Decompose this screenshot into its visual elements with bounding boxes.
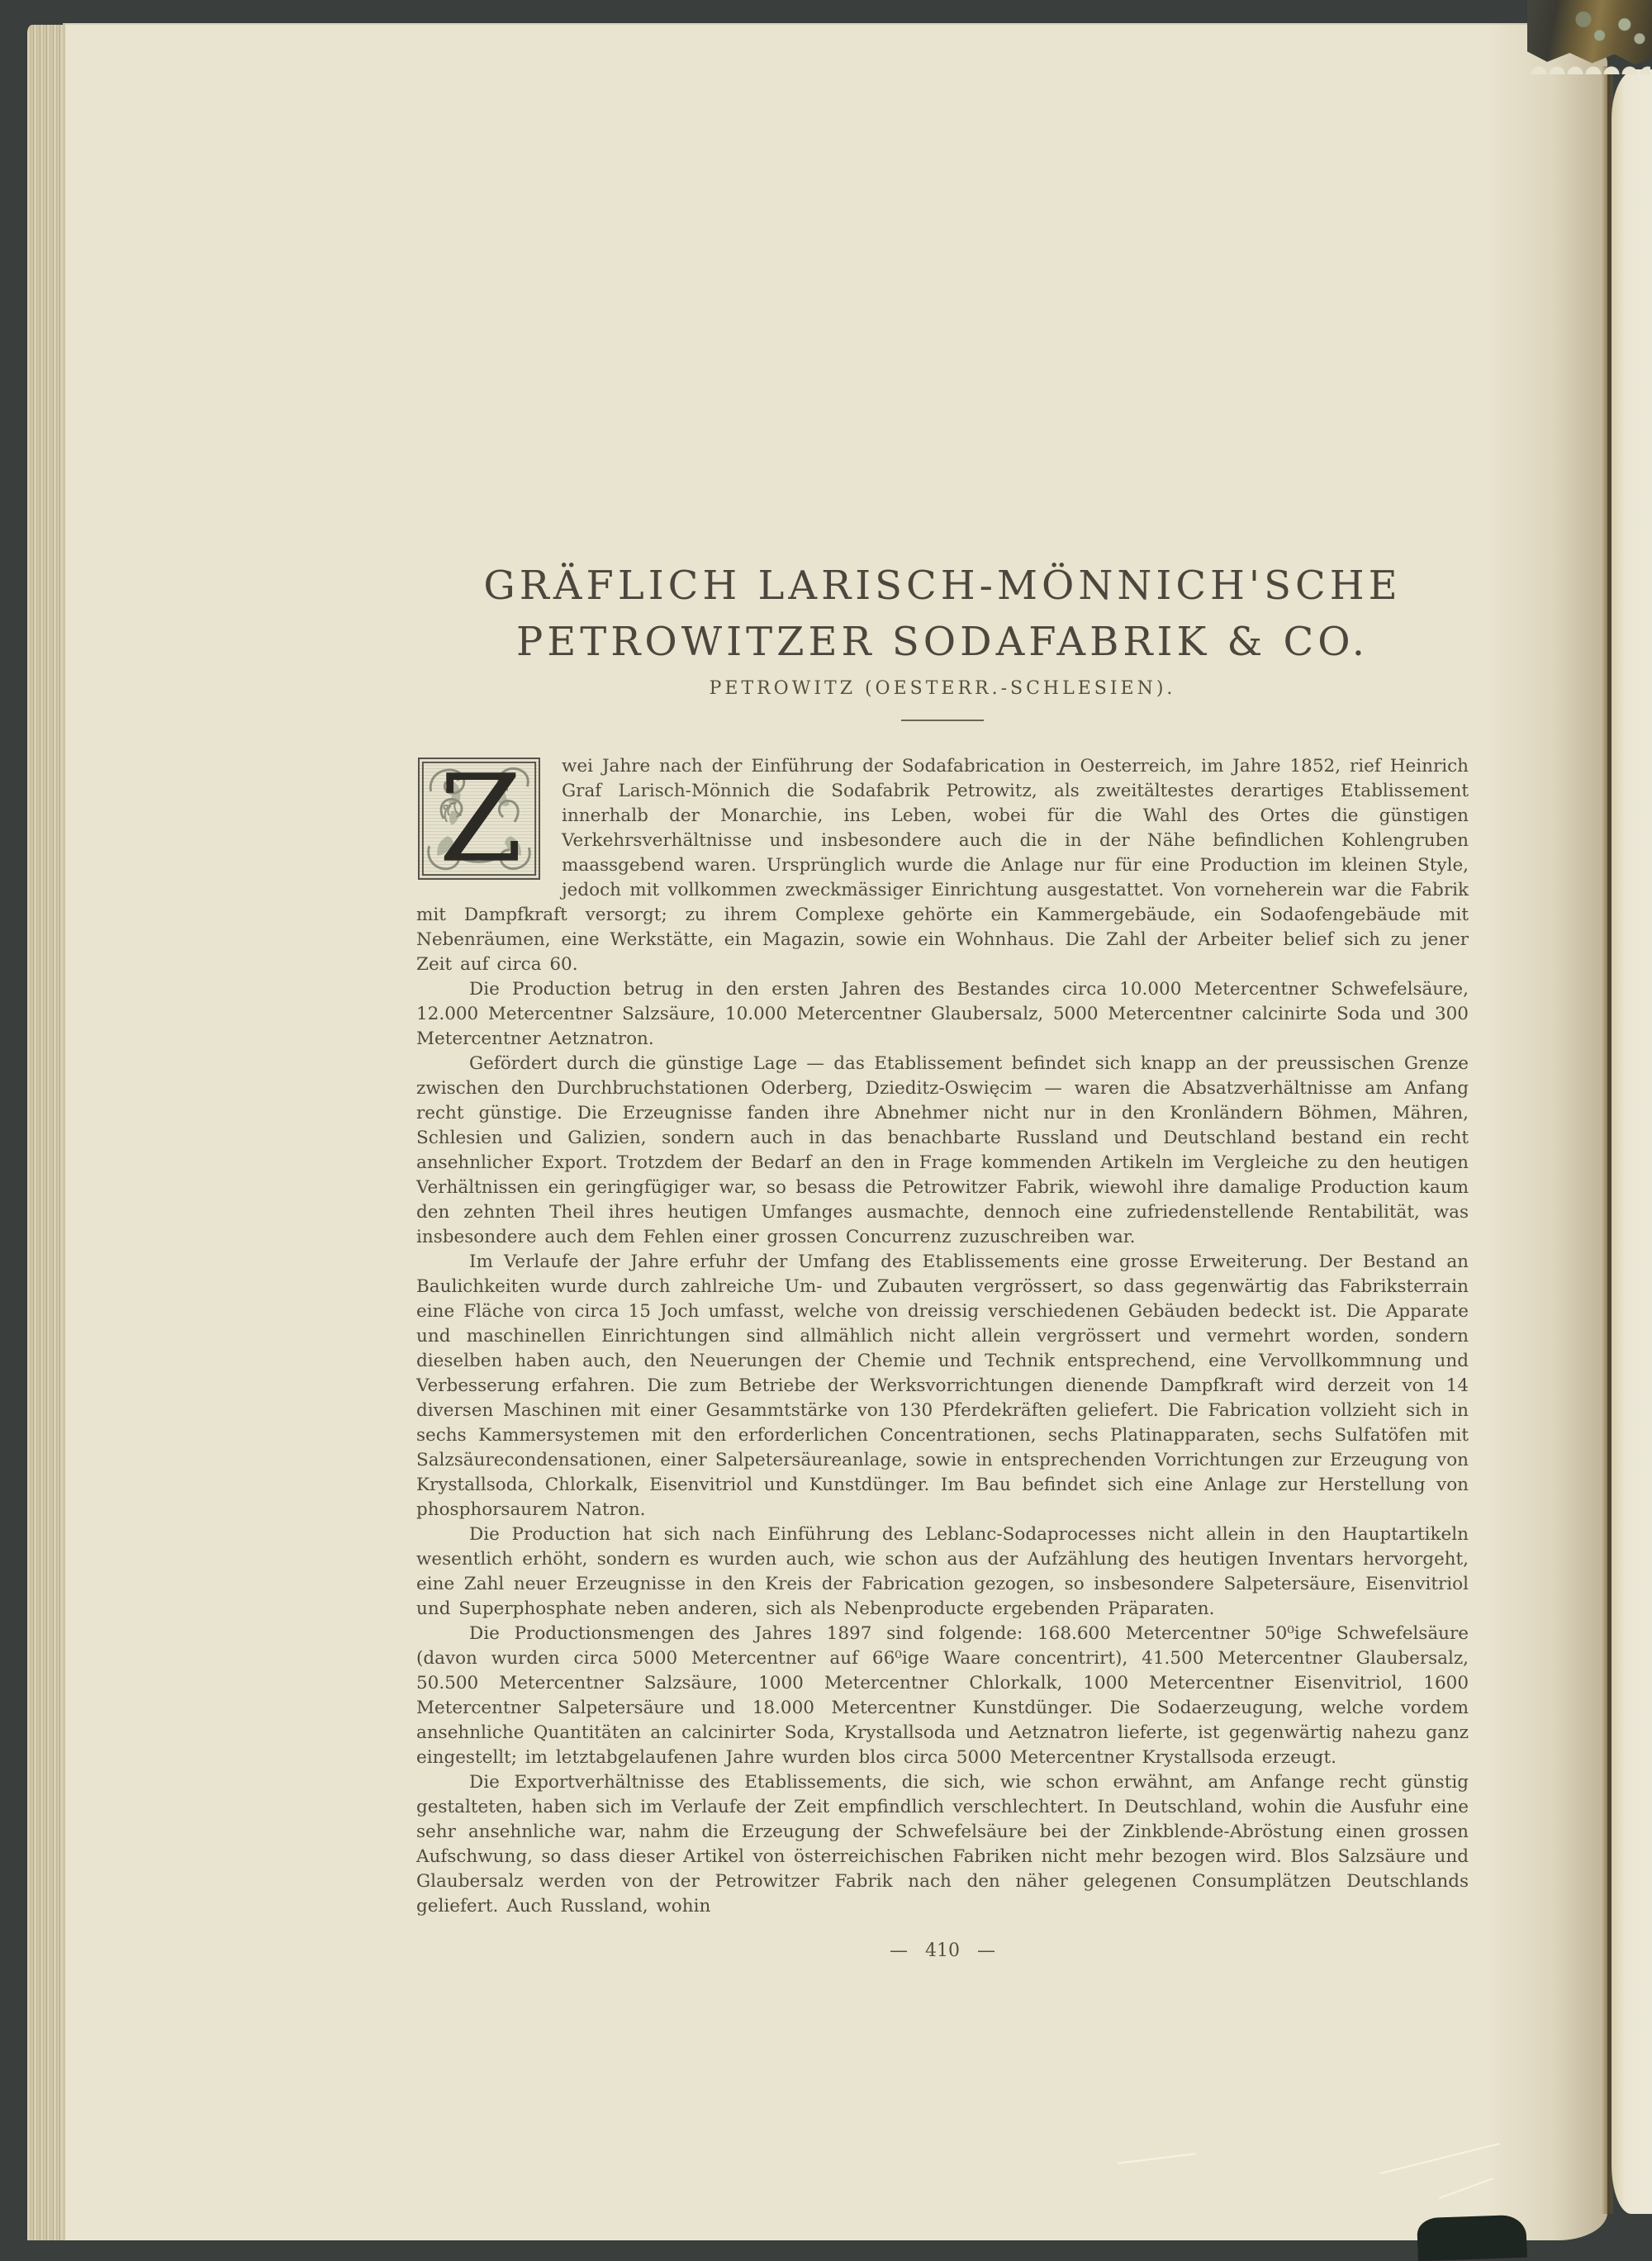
paragraph: Die Productionsmengen des Jahres 1897 sind folgende: 168.600 Metercentner 50⁰ige Schwefelsäure (davon wurden circa 5000 Metercentner auf 66⁰ige Waare concentrirt), 41.500 Metercentner Glaubersalz, 50.500 Metercentner Salzsäure, 1000 Metercentner Chlorkalk, 1000 Metercentner Eisenvitriol, 1600 Metercentner Salpetersäure und 18.000 Metercentner Kunstdünger. Die Sodaerzeugung, welche vordem ansehnliche Quantitäten an calcinirter Soda, Krystallsoda und Aetznatron lieferte, ist gegenwärtig nahezu ganz eingestellt; im letztabgelaufenen Jahre wurden blos circa 5000 Metercentner Krystallsoda erzeugt. xyxy=(416,1623,1469,1768)
page-edge-stack xyxy=(27,25,64,2240)
facing-page-sliver xyxy=(1612,69,1652,2214)
drop-cap xyxy=(418,758,540,880)
paragraph: Die Production hat sich nach Einführung des Leblanc-Sodaprocesses nicht allein in den Hauptartikeln wesentlich erhöht, sondern es wurden auch, wie schon aus der Aufzählung des heutigen Inventars hervorgeht, eine Zahl neuer Erzeugnisse in den Kreis der Fabrication gezogen, so insbesondere Salpetersäure, Eisenvitriol und Superphosphate neben anderen, sich als Nebenproducte ergebenden Präparaten. xyxy=(416,1524,1469,1619)
drop-cap-ornament-icon xyxy=(420,759,539,878)
article-title-line1: GRÄFLICH LARISCH-MÖNNICH'SCHE xyxy=(483,563,1402,609)
page-top-edges xyxy=(1530,55,1650,74)
printed-content xyxy=(416,564,1469,1961)
drop-cap-letter: Z xyxy=(439,759,523,878)
paragraph-text: wei Jahre nach der Einführung der Sodafabrication in Oesterreich, im Jahre 1852, rief Heinrich Graf Larisch-Mönnich die Sodafabrik Petrowitz, als zweitältestes derartiges Etablissement innerhalb der Monarchie, ins Leben, wobei für die Wahl des Ortes die günstigen Verkehrsverhältnisse und insbesondere auch die in der Nähe befindlichen Kohlengruben maassgebend waren. Ursprünglich wurde die Anlage nur für eine Production im kleinen Style, jedoch mit vollkommen zweckmässiger Einrichtung ausgestattet. Von vorneherein war die Fabrik mit Dampfkraft versorgt; zu ihrem Complexe gehörte ein Kammergebäude, ein Sodaofengebäude mit Nebenräumen, eine Werkstätte, ein Magazin, sowie ein Wohnhaus. Die Zahl der Arbeiter belief sich zu jener Zeit auf circa 60. xyxy=(416,756,1469,975)
paragraph xyxy=(416,754,1469,977)
article-body xyxy=(416,754,1469,1919)
title-divider xyxy=(901,720,984,721)
spine-tail xyxy=(1417,2215,1527,2261)
paragraph: Die Exportverhältnisse des Etablissements, die sich, wie schon erwähnt, am Anfange recht günstig gestalteten, haben sich im Verlaufe der Zeit empfindlich verschlechtert. In Deutschland, wohin die Ausfuhr eine sehr ansehnliche war, nahm die Erzeugung der Schwefelsäure bei der Zinkblende-Abröstung einen grossen Aufschwung, so dass dieser Artikel von österreichischen Fabriken nicht mehr bezogen wird. Blos Salzsäure und Glaubersalz werden von der Petrowitzer Fabrik nach den näher gelegenen Consumplätzen Deutschlands geliefert. Auch Russland, wohin xyxy=(416,1772,1469,1917)
book-page xyxy=(63,23,1607,2240)
article-title-line2: PETROWITZER SODAFABRIK & CO. xyxy=(515,619,1370,665)
paragraph: Gefördert durch die günstige Lage — das Etablissement befindet sich knapp an der preussischen Grenze zwischen den Durchbruchstationen Oderberg, Dzieditz-Oswięcim — waren die Absatzverhältnisse am Anfang recht günstige. Die Erzeugnisse fanden ihre Abnehmer nicht nur in den Kronländern Böhmen, Mähren, Schlesien und Galizien, sondern auch in das benachbarte Russland und Deutschland bestand ein recht ansehnlicher Export. Trotzdem der Bedarf an den in Frage kommenden Artikeln im Vergleiche zu den heutigen Verhältnissen ein geringfügiger war, so besass die Petrowitzer Fabrik, wiewohl ihre damalige Production kaum den zehnten Theil ihres heutigen Umfanges ausmachte, dennoch eine zufriedenstellende Rentabilität, was insbesondere auch dem Fehlen einer grossen Concurrenz zuzuschreiben war. xyxy=(416,1053,1469,1247)
gutter-shadow xyxy=(1483,23,1607,2240)
paragraph: Die Production betrug in den ersten Jahren des Bestandes circa 10.000 Metercentner Schwefelsäure, 12.000 Metercentner Salzsäure, 10.000 Metercentner Glaubersalz, 5000 Metercentner calcinirte Soda und 300 Metercentner Aetznatron. xyxy=(416,979,1469,1049)
page-number: — 410 — xyxy=(890,1940,995,1961)
article-subtitle: PETROWITZ (OESTERR.-SCHLESIEN). xyxy=(709,678,1176,699)
paragraph: Im Verlaufe der Jahre erfuhr der Umfang des Etablissements eine grosse Erweiterung. Der Bestand an Baulichkeiten wurde durch zahlreiche Um- und Zubauten vergrössert, so dass gegenwärtig das Fabriksterrain eine Fläche von circa 15 Joch umfasst, welche von dreissig verschiedenen Gebäuden bedeckt ist. Die Apparate und maschinellen Einrichtungen sind allmählich nicht allein vergrössert und vermehrt worden, sondern dieselben haben auch, den Neuerungen der Chemie und Technik entsprechend, eine Vervollkommnung und Verbesserung erfahren. Die zum Betriebe der Werksvorrichtungen dienende Dampfkraft wird derzeit von 14 diversen Maschinen mit einer Gesammtstärke von 130 Pferdekräften geliefert. Die Fabrication vollzieht sich in sechs Kammersystemen mit den erforderlichen Concentrationen, sechs Platinapparaten, sechs Sulfatöfen mit Salzsäurecondensationen, einer Salpetersäureanlage, sowie in entsprechenden Vorrichtungen zur Erzeugung von Krystallsoda, Chlorkalk, Eisenvitriol und Kunstdünger. Im Bau befindet sich eine Anlage zur Herstellung von phosphorsaurem Natron. xyxy=(416,1252,1469,1520)
